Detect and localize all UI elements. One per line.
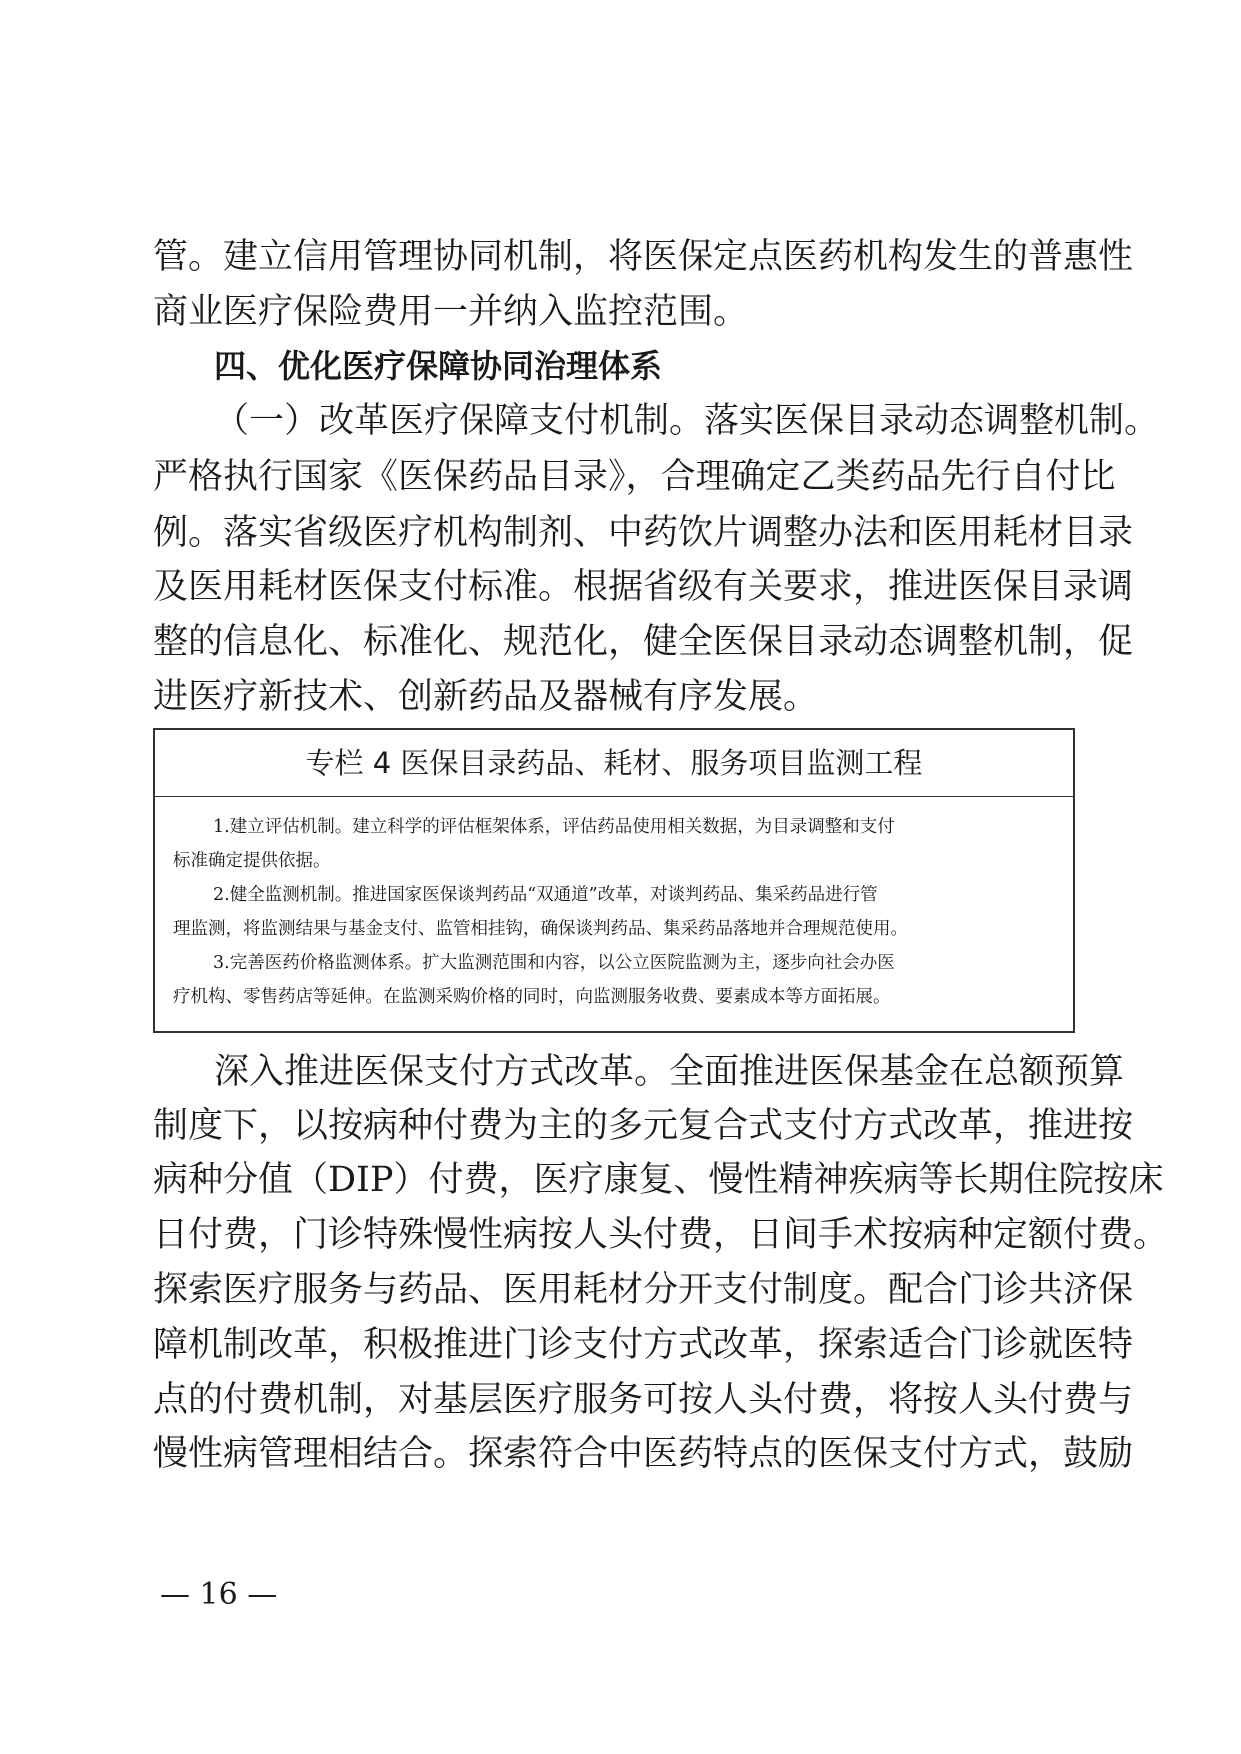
- body-line: 严格执行国家《医保药品目录》，合理确定乙类药品先行自付比: [153, 457, 1116, 497]
- body-line: 日付费，门诊特殊慢性病按人头付费，日间手术按病种定额付费。: [153, 1215, 1169, 1255]
- body-line: 商业医疗保险费用一并纳入监控范围。: [153, 292, 749, 332]
- box-line: 理监测，将监测结果与基金支付、监管相挂钩，确保谈判药品、集采药品落地并合理规范使用。: [173, 919, 908, 939]
- body-line: 制度下，以按病种付费为主的多元复合式支付方式改革，推进按: [153, 1106, 1134, 1146]
- body-line: 点的付费机制，对基层医疗服务可按人头付费，将按人头付费与: [153, 1380, 1134, 1420]
- box-line: 1.建立评估机制。建立科学的评估框架体系，评估药品使用相关数据，为目录调整和支付: [213, 817, 895, 837]
- body-line: 慢性病管理相结合。探索符合中医药特点的医保支付方式，鼓励: [153, 1434, 1134, 1474]
- box-line: 疗机构、零售药店等延伸。在监测采购价格的同时，向监测服务收费、要素成本等方面拓展。: [173, 987, 891, 1007]
- body-line: 障机制改革，积极推进门诊支付方式改革，探索适合门诊就医特: [153, 1325, 1134, 1365]
- body-line: 例。落实省级医疗机构制剂、中药饮片调整办法和医用耗材目录: [153, 513, 1134, 553]
- body-line: 探索医疗服务与药品、医用耗材分开支付制度。配合门诊共济保: [153, 1270, 1134, 1310]
- column-box-title: 专栏 4 医保目录药品、耗材、服务项目监测工程: [155, 730, 1073, 797]
- body-line: 病种分值（DIP）付费，医疗康复、慢性精神疾病等长期住院按床: [153, 1160, 1164, 1200]
- body-line: 进医疗新技术、创新药品及器械有序发展。: [153, 677, 819, 717]
- section-heading: 四、优化医疗保障协同治理体系: [214, 347, 663, 385]
- body-line: 及医用耗材医保支付标准。根据省级有关要求，推进医保目录调: [153, 567, 1134, 607]
- body-line: 管。建立信用管理协同机制，将医保定点医药机构发生的普惠性: [153, 237, 1134, 277]
- body-line: 深入推进医保支付方式改革。全面推进医保基金在总额预算: [214, 1052, 1125, 1092]
- body-line: 整的信息化、标准化、规范化，健全医保目录动态调整机制，促: [153, 622, 1134, 662]
- body-line: （一）改革医疗保障支付机制。落实医保目录动态调整机制。: [214, 401, 1160, 441]
- column-box: [153, 728, 1075, 1033]
- box-line: 3.完善医药价格监测体系。扩大监测范围和内容，以公立医院监测为主，逐步向社会办医: [213, 953, 895, 973]
- page-number: — 16 —: [160, 1577, 278, 1612]
- box-line: 标准确定提供依据。: [173, 851, 331, 871]
- box-line: 2.健全监测机制。推进国家医保谈判药品“双通道”改革，对谈判药品、集采药品进行管: [213, 885, 878, 905]
